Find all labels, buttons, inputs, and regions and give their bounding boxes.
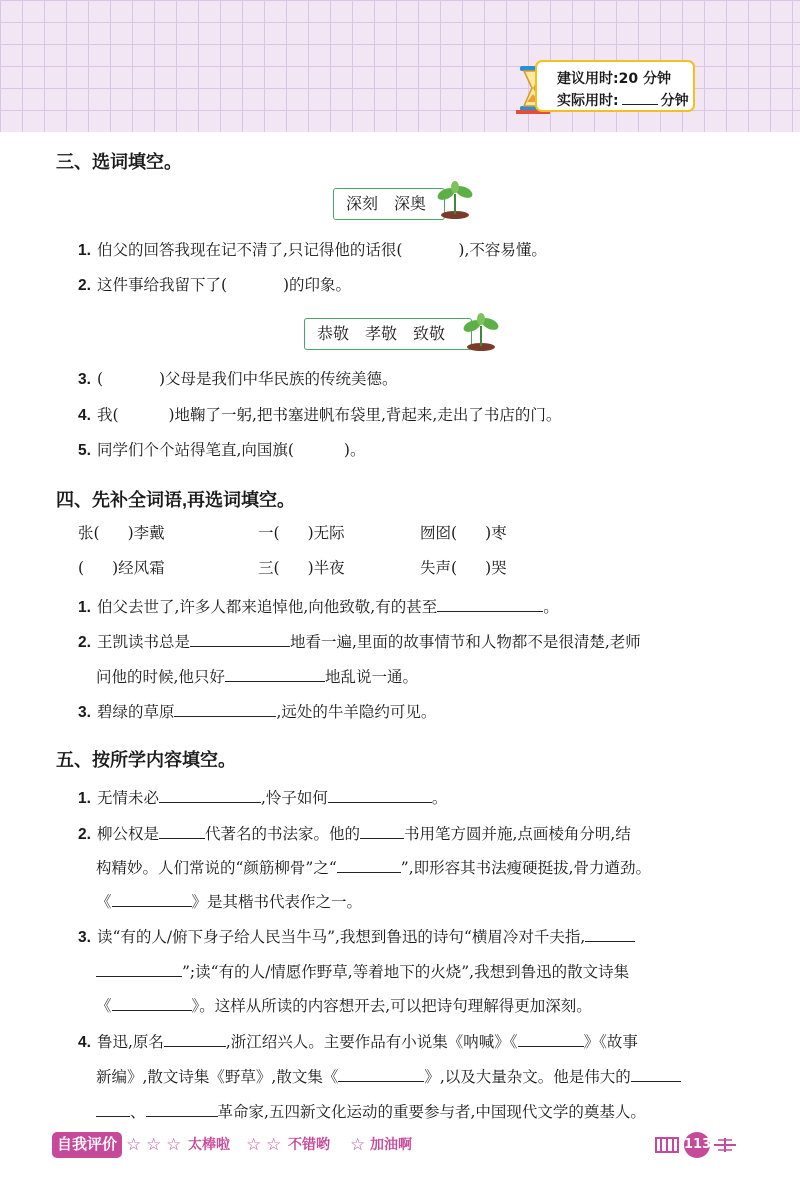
s5-q4-blank-1[interactable]: [164, 1030, 226, 1047]
s5-question-2-cont2: 《 》是其楷书代表作之一。: [96, 890, 362, 912]
s5-q4-blank-4[interactable]: [631, 1065, 681, 1082]
s5-q3-blank-1[interactable]: [585, 925, 635, 942]
s5-q3-blank-3[interactable]: [112, 994, 192, 1011]
star-icon[interactable]: ☆: [146, 1135, 162, 1155]
s4-question-2: 2. 王凯读书总是 地看一遍,里面的故事情节和人物都不是很清楚,老师: [78, 630, 641, 653]
s3-question-3: 3. ( )父母是我们中华民族的传统美德。: [78, 370, 398, 388]
rating-good: 不错哟: [288, 1137, 330, 1153]
s5-question-4: 4. 鲁迅,原名 ,浙江绍兴人。主要作品有小说集《呐喊》《 》《故事: [78, 1030, 638, 1053]
star-icon[interactable]: ☆: [246, 1135, 262, 1155]
s5-question-2: 2. 柳公权是 代著名的书法家。他的 书用笔方圆并施,点画棱角分明,结: [78, 822, 631, 845]
sprout-icon: [436, 180, 474, 220]
s5-q4-blank-2[interactable]: [518, 1030, 584, 1047]
s5-question-3: 3. 读“有的人/俯下身子给人民当牛马”,我想到鲁迅的诗句“横眉冷对千夫指,: [78, 925, 635, 948]
sprout-icon: [462, 312, 500, 352]
section4-title: 四、先补全词语,再选词填空。: [56, 490, 295, 510]
s5-question-4-cont: 新编》,散文诗集《野草》,散文集《 》,以及大量杂文。他是伟大的: [96, 1065, 681, 1087]
word-fill-5: 三( )半夜: [258, 559, 345, 577]
s5-q2-blank-4[interactable]: [112, 890, 192, 907]
s3-question-2: 2. 这件事给我留下了( )的印象。: [78, 276, 352, 294]
rating-great: 太棒啦: [188, 1137, 230, 1153]
suggested-time: 建议用时:20 分钟: [557, 71, 671, 87]
s5-question-3-cont: ”;读“有的人/情愿作野草,等着地下的火烧”,我想到鲁迅的散文诗集: [96, 960, 629, 982]
page-number: 113: [684, 1132, 710, 1158]
s4-q2-blank-2[interactable]: [225, 665, 325, 682]
s4-q3-blank[interactable]: [174, 700, 276, 717]
s5-question-2-cont: 构精妙。人们常说的“颜筋柳骨”之“ ”,即形容其书法瘦硬挺拔,骨力遒劲。: [96, 856, 651, 878]
s4-q2-blank-1[interactable]: [190, 630, 290, 647]
s5-q3-blank-2[interactable]: [96, 960, 182, 977]
star-icon[interactable]: ☆: [166, 1135, 182, 1155]
s4-q1-blank[interactable]: [437, 595, 543, 612]
self-evaluation-badge: 自我评价: [52, 1132, 122, 1158]
word-box-2: 恭敬 孝敬 致敬: [304, 318, 472, 350]
s3-question-4: 4. 我( )地鞠了一躬,把书塞进帆布袋里,背起来,走出了书店的门。: [78, 406, 562, 424]
s5-q2-blank-2[interactable]: [360, 822, 404, 839]
rating-try: 加油啊: [370, 1137, 412, 1153]
s3-question-1: 1. 伯父的回答我现在记不清了,只记得他的话很( ),不容易懂。: [78, 241, 547, 259]
star-icon[interactable]: ☆: [350, 1135, 366, 1155]
word-fill-1: 张( )李戴: [78, 524, 165, 542]
word-fill-3: 囫囵( )枣: [420, 524, 507, 542]
s4-question-1: 1. 伯父去世了,许多人都来追悼他,向他致敬,有的甚至 。: [78, 595, 559, 618]
s5-question-1: 1. 无情未必 ,怜子如何 。: [78, 786, 447, 809]
star-icon[interactable]: ☆: [126, 1135, 142, 1155]
section5-title: 五、按所学内容填空。: [56, 750, 236, 770]
page-ornament-icon: [712, 1135, 738, 1155]
section3-title: 三、选词填空。: [56, 152, 182, 172]
s5-q2-blank-1[interactable]: [159, 822, 205, 839]
word-fill-6: 失声( )哭: [420, 559, 507, 577]
star-icon[interactable]: ☆: [266, 1135, 282, 1155]
word-fill-2: 一( )无际: [258, 524, 345, 542]
s5-q1-blank-2[interactable]: [328, 786, 432, 803]
page-ornament-icon: [654, 1135, 680, 1155]
s5-q4-blank-3[interactable]: [338, 1065, 424, 1082]
s5-question-3-cont2: 《 》。这样从所读的内容想开去,可以把诗句理解得更加深刻。: [96, 994, 592, 1016]
s5-q4-blank-5[interactable]: [96, 1100, 130, 1117]
time-box: [535, 60, 695, 112]
s4-question-3: 3. 碧绿的草原 ,远处的牛羊隐约可见。: [78, 700, 436, 723]
actual-time-blank[interactable]: [622, 92, 658, 105]
s5-q2-blank-3[interactable]: [337, 856, 401, 873]
s5-q4-blank-6[interactable]: [146, 1100, 218, 1117]
s5-q1-blank-1[interactable]: [159, 786, 261, 803]
actual-time: 实际用时: 分钟: [557, 93, 689, 109]
s3-question-5: 5. 同学们个个站得笔直,向国旗( )。: [78, 441, 366, 459]
s4-question-2-cont: 问他的时候,他只好 地乱说一通。: [96, 665, 418, 687]
word-fill-4: ( )经风霜: [78, 559, 165, 577]
word-box-1: 深刻 深奥: [333, 188, 445, 220]
s5-question-4-cont2: 、 革命家,五四新文化运动的重要参与者,中国现代文学的奠基人。: [96, 1100, 646, 1122]
